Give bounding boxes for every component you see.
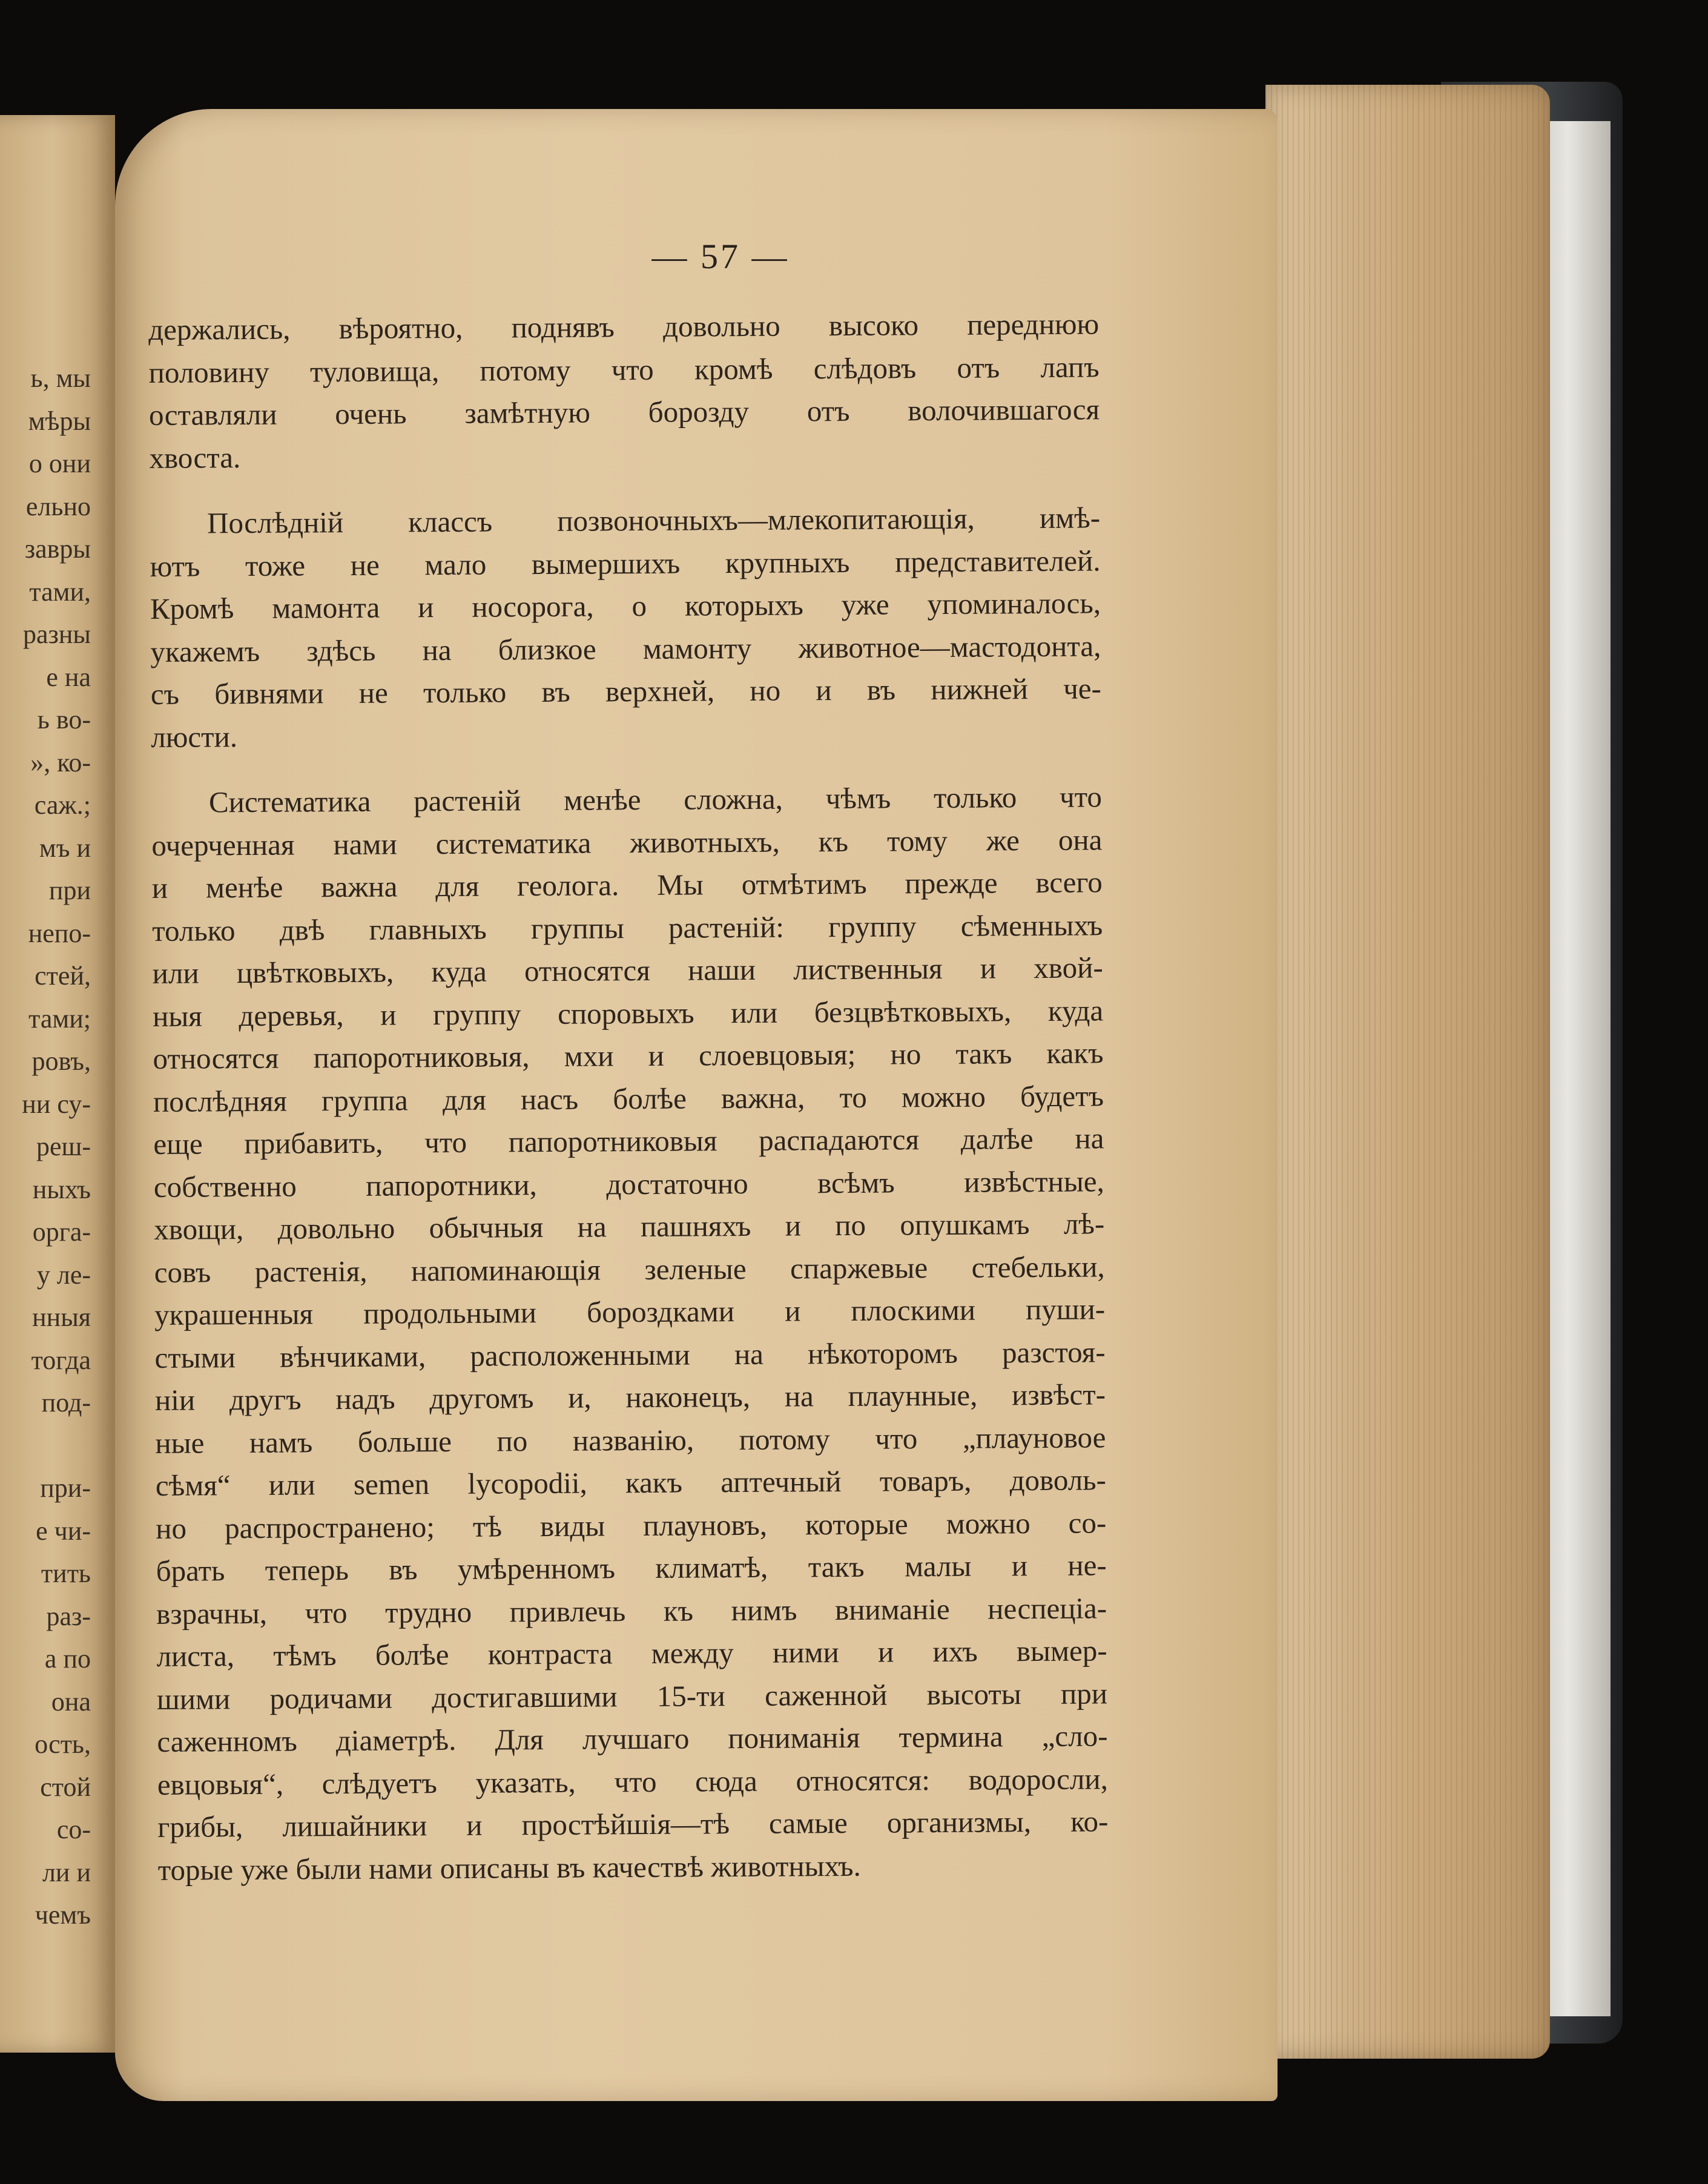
text-line: евцовыя“, слѣдуетъ указать, что сюда относятся: водоросли, [157, 1761, 1109, 1801]
facing-page-line: завры [24, 534, 91, 564]
text-line: собственно папоротники, достаточно всѣмъ извѣстные, [153, 1164, 1104, 1204]
facing-page-line: ельно [25, 491, 91, 521]
page-number: — 57 — [651, 237, 790, 276]
text-line: шими родичами достигавшими 15-ти саженной высоты при [156, 1676, 1108, 1716]
text-line: сѣмя“ или semen lycopodii, какъ аптечный товаръ, доволь- [155, 1463, 1107, 1502]
text-line: Послѣдній классъ позвоночныхъ—млекопитающія, имѣ- [206, 501, 1101, 540]
text-line: послѣдняя группа для насъ болѣе важна, то можно будетъ [153, 1078, 1104, 1118]
text-line: Кромѣ мамонта и носорога, о которыхъ уже упоминалось, [150, 586, 1101, 625]
facing-page-line: ь, мы [30, 363, 91, 393]
text-line: украшенныя продольными бороздками и плоскими пуши- [154, 1292, 1106, 1331]
facing-page-line: непо- [28, 918, 91, 948]
text-line: люсти. [151, 719, 238, 754]
facing-page-line: тогда [31, 1345, 91, 1375]
page-fore-edge [1265, 85, 1550, 2059]
text-line: стыми вѣнчиками, расположенными на нѣкоторомъ разстоя- [154, 1334, 1106, 1374]
facing-page-line: ни су- [22, 1089, 91, 1119]
facing-page-line: у ле- [36, 1259, 91, 1290]
facing-page-text [0, 357, 91, 1937]
facing-page-line: е чи- [36, 1516, 91, 1546]
text-line: хвоста. [149, 440, 241, 475]
text-line: только двѣ главныхъ группы растеній: группу сѣменныхъ [152, 908, 1103, 948]
text-line: но распространено; тѣ виды плауновъ, которые можно со- [156, 1505, 1107, 1545]
text-line: держались, вѣроятно, поднявъ довольно высоко переднюю [148, 307, 1100, 346]
text-line: оставляли очень замѣтную борозду отъ волочившагося [148, 392, 1100, 432]
facing-page-line: саж.; [34, 790, 91, 820]
text-line: съ бивнями не только въ верхней, но и въ нижней че- [150, 671, 1102, 711]
facing-page-line: ныхъ [32, 1174, 91, 1204]
facing-page-line: под- [41, 1388, 91, 1417]
text-line: еще прибавить, что папоротниковыя распадаются далѣе на [153, 1121, 1104, 1161]
facing-page-line: а по [44, 1644, 91, 1674]
facing-page-line: при- [40, 1473, 91, 1503]
text-line: ныя деревья, и группу споровыхъ или безцвѣтковыхъ, куда [152, 993, 1104, 1033]
facing-page-line: при [48, 876, 91, 905]
text-line: или цвѣтковыхъ, куда относятся наши лиственныя и хвой- [152, 951, 1103, 990]
text-line: совъ растенія, напоминающія зеленые спаржевые стебельки, [154, 1249, 1105, 1289]
facing-page-line: тить [41, 1559, 91, 1588]
text-line: листа, тѣмъ болѣе контраста между ними и ихъ вымер- [156, 1634, 1107, 1673]
facing-page-line: тами, [29, 576, 91, 607]
text-line: половину туловища, потому что кромѣ слѣдовъ отъ лапъ [148, 349, 1100, 389]
text-line: укажемъ здѣсь на близкое мамонту животное—мастодонта, [150, 628, 1101, 668]
book-page [115, 109, 1278, 2101]
page-text [148, 303, 1109, 1892]
text-line: грибы, лишайники и простѣйшія—тѣ самые организмы, ко- [157, 1804, 1109, 1844]
facing-page-line: стой [40, 1772, 91, 1802]
facing-page-line [0, 1425, 91, 1468]
facing-page-line: о они [28, 449, 91, 478]
facing-page-line: раз- [46, 1601, 91, 1631]
facing-page-line: ь во- [37, 705, 91, 734]
text-line: брать теперь въ умѣренномъ климатѣ, такъ малы и не- [156, 1548, 1107, 1588]
facing-page-line: мъ и [39, 833, 91, 863]
text-line: взрачны, что трудно привлечь къ нимъ вниманіе неспеціа- [156, 1591, 1107, 1631]
facing-page-line: тами; [28, 1003, 91, 1034]
text-line: хвощи, довольно обычныя на пашняхъ и по опушкамъ лѣ- [154, 1207, 1105, 1246]
text-line: ные намъ больше по названію, потому что „плауновое [155, 1420, 1106, 1460]
facing-page-line: стей, [35, 961, 91, 991]
facing-page-line: ли и [42, 1857, 91, 1887]
text-line: очерченная нами систематика животныхъ, къ тому же она [151, 822, 1103, 862]
facing-page-line: нныя [32, 1302, 91, 1332]
facing-page-line: », ко- [30, 747, 91, 777]
text-line: ніи другъ надъ другомъ и, наконецъ, на плаунные, извѣст- [154, 1377, 1106, 1417]
facing-page-line: орга- [32, 1217, 91, 1247]
text-line: ютъ тоже не мало вымершихъ крупныхъ представителей. [150, 543, 1101, 583]
facing-page-line: мѣры [28, 406, 91, 436]
text-line: торые уже были нами описаны въ качествѣ животныхъ. [157, 1849, 861, 1887]
text-line: Систематика растеній менѣе сложна, чѣмъ только что [208, 780, 1103, 819]
facing-page-line: е на [46, 662, 91, 692]
text-line: относятся папоротниковыя, мхи и слоевцовыя; но такъ какъ [153, 1036, 1104, 1075]
facing-page-line: ость, [35, 1729, 91, 1759]
facing-page-line: ровъ, [31, 1046, 91, 1076]
facing-page-line: чемъ [35, 1900, 91, 1930]
facing-page-edge [0, 115, 115, 2053]
facing-page-line: она [51, 1686, 91, 1717]
facing-page-line: со- [56, 1815, 91, 1844]
facing-page-line: реш- [36, 1132, 91, 1161]
text-line: саженномъ діаметрѣ. Для лучшаго пониманія термина „сло- [157, 1719, 1108, 1758]
facing-page-line: разны [22, 619, 91, 649]
text-line: и менѣе важна для геолога. Мы отмѣтимъ прежде всего [151, 865, 1103, 905]
